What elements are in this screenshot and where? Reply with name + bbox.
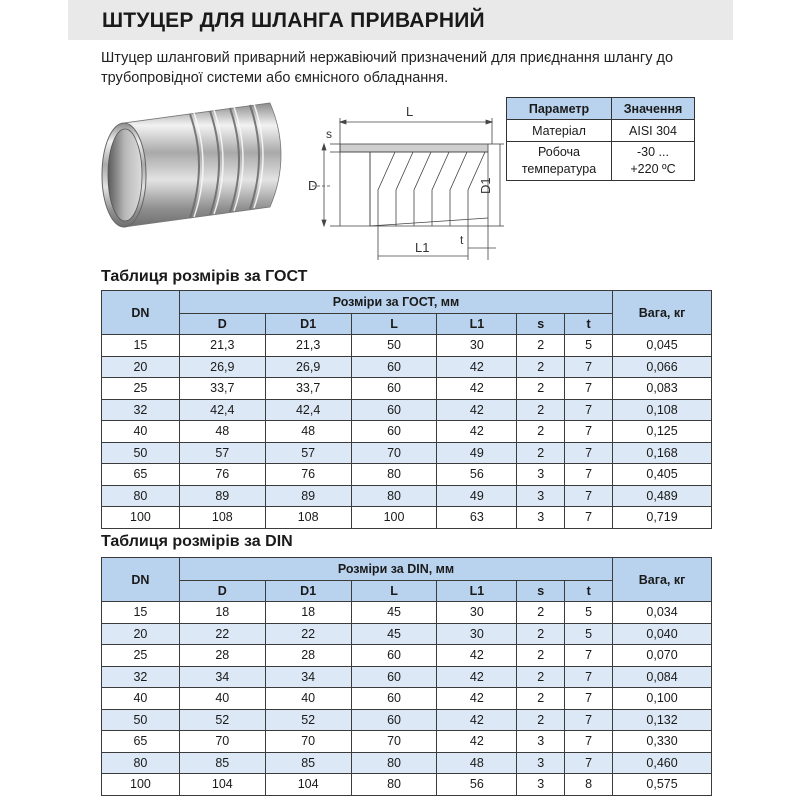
din-table-cell: 40 [102, 688, 180, 710]
din-table-cell: 7 [565, 666, 613, 688]
gost-table-cell: 108 [179, 507, 265, 529]
din-table-cell: 0,040 [613, 623, 712, 645]
din-header-col: s [517, 581, 565, 602]
gost-table-cell: 50 [102, 442, 180, 464]
gost-table-cell: 42 [437, 378, 517, 400]
gost-table-cell: 0,168 [613, 442, 712, 464]
din-table-cell: 7 [565, 752, 613, 774]
gost-table-cell: 42 [437, 356, 517, 378]
gost-table-cell: 3 [517, 507, 565, 529]
gost-table-cell: 3 [517, 485, 565, 507]
din-table-cell: 85 [265, 752, 351, 774]
gost-table-cell: 0,405 [613, 464, 712, 486]
gost-table-cell: 42,4 [179, 399, 265, 421]
gost-table-cell: 7 [565, 464, 613, 486]
gost-table-cell: 56 [437, 464, 517, 486]
gost-table-cell: 7 [565, 399, 613, 421]
gost-table-cell: 7 [565, 421, 613, 443]
din-table-cell: 56 [437, 774, 517, 796]
din-table-cell: 5 [565, 623, 613, 645]
gost-table-cell: 76 [265, 464, 351, 486]
din-table-cell: 42 [437, 688, 517, 710]
param-header: Параметр [507, 98, 612, 120]
gost-table-cell: 89 [179, 485, 265, 507]
din-table-cell: 30 [437, 602, 517, 624]
gost-table-cell: 26,9 [265, 356, 351, 378]
gost-table-cell: 21,3 [265, 335, 351, 357]
din-table-cell: 20 [102, 623, 180, 645]
gost-section-title: Таблиця розмірів за ГОСТ [101, 268, 308, 285]
gost-table-cell: 7 [565, 485, 613, 507]
din-table-row [102, 774, 712, 796]
gost-header-col: L [351, 314, 437, 335]
gost-table-cell: 49 [437, 485, 517, 507]
drawing-label-D1: D1 [478, 177, 493, 194]
gost-table-cell: 2 [517, 378, 565, 400]
din-table-cell: 5 [565, 602, 613, 624]
din-table-cell: 0,460 [613, 752, 712, 774]
din-section-title: Таблиця розмірів за DIN [101, 533, 293, 550]
din-table-cell: 18 [265, 602, 351, 624]
din-table-cell: 60 [351, 688, 437, 710]
gost-table-row [102, 464, 712, 486]
gost-table-cell: 2 [517, 421, 565, 443]
din-table-cell: 0,132 [613, 709, 712, 731]
din-table-cell: 52 [265, 709, 351, 731]
gost-table-cell: 48 [179, 421, 265, 443]
gost-table-cell: 63 [437, 507, 517, 529]
gost-table-cell: 7 [565, 507, 613, 529]
gost-table-cell: 60 [351, 356, 437, 378]
value-header: Значення [612, 98, 695, 120]
din-table-cell: 25 [102, 645, 180, 667]
din-header-col: L1 [437, 581, 517, 602]
gost-table-cell: 65 [102, 464, 180, 486]
din-header-col: D1 [265, 581, 351, 602]
din-header-col: D [179, 581, 265, 602]
din-table-cell: 7 [565, 709, 613, 731]
value-temperature [612, 142, 695, 181]
gost-table-cell: 48 [265, 421, 351, 443]
gost-table-cell: 15 [102, 335, 180, 357]
din-table-cell: 32 [102, 666, 180, 688]
gost-table-cell: 26,9 [179, 356, 265, 378]
gost-table-cell: 50 [351, 335, 437, 357]
gost-header-col: s [517, 314, 565, 335]
din-table-cell: 52 [179, 709, 265, 731]
gost-table-cell: 33,7 [265, 378, 351, 400]
din-table-cell: 7 [565, 688, 613, 710]
gost-table-cell: 60 [351, 421, 437, 443]
gost-table-cell: 7 [565, 442, 613, 464]
gost-table-cell: 60 [351, 399, 437, 421]
din-table-cell: 0,070 [613, 645, 712, 667]
param-temperature [507, 142, 612, 181]
din-table-cell: 42 [437, 709, 517, 731]
gost-table-cell: 42,4 [265, 399, 351, 421]
gost-table-cell: 0,108 [613, 399, 712, 421]
gost-table-cell: 2 [517, 399, 565, 421]
din-table-row [102, 731, 712, 753]
gost-table-cell: 57 [265, 442, 351, 464]
din-table-cell: 70 [351, 731, 437, 753]
din-header-weight: Вага, кг [613, 558, 712, 602]
value-temperature-line1: -30 ... [637, 145, 669, 159]
gost-size-table [101, 290, 712, 529]
gost-table-cell: 0,125 [613, 421, 712, 443]
param-temperature-line1: Робоча [537, 145, 581, 159]
din-table-cell: 0,330 [613, 731, 712, 753]
din-table-cell: 104 [179, 774, 265, 796]
gost-header-col: L1 [437, 314, 517, 335]
product-description: Штуцер шланговий приварний нержавіючий призначений для приєднання шлангу до трубопровідної системи або ємнісного обладнання. [101, 50, 674, 86]
din-table-cell: 34 [179, 666, 265, 688]
drawing-label-L: L [406, 104, 414, 119]
din-table-cell: 80 [351, 752, 437, 774]
title-bar [68, 0, 733, 40]
din-table-cell: 60 [351, 709, 437, 731]
gost-table-cell: 5 [565, 335, 613, 357]
gost-table-cell: 42 [437, 399, 517, 421]
din-table-cell: 42 [437, 731, 517, 753]
din-size-table [101, 557, 712, 796]
gost-table-cell: 100 [351, 507, 437, 529]
gost-table-cell: 108 [265, 507, 351, 529]
gost-table-cell: 3 [517, 464, 565, 486]
din-table-cell: 0,100 [613, 688, 712, 710]
param-material: Матеріал [507, 120, 612, 142]
din-table-cell: 40 [179, 688, 265, 710]
gost-table-row [102, 335, 712, 357]
din-table-cell: 40 [265, 688, 351, 710]
gost-table-cell: 42 [437, 421, 517, 443]
page-title: ШТУЦЕР ДЛЯ ШЛАНГА ПРИВАРНИЙ [102, 9, 485, 32]
din-table-row [102, 623, 712, 645]
gost-table-cell: 20 [102, 356, 180, 378]
gost-table-cell: 21,3 [179, 335, 265, 357]
gost-table-cell: 2 [517, 442, 565, 464]
gost-table-cell: 0,066 [613, 356, 712, 378]
gost-header-weight: Вага, кг [613, 291, 712, 335]
technical-drawing [300, 98, 505, 268]
din-table-cell: 42 [437, 645, 517, 667]
din-table-cell: 45 [351, 602, 437, 624]
din-header-dn: DN [102, 558, 180, 602]
gost-table-cell: 80 [351, 485, 437, 507]
drawing-label-s: s [326, 127, 332, 141]
drawing-label-t: t [460, 233, 464, 247]
din-table-cell: 80 [102, 752, 180, 774]
din-table-cell: 85 [179, 752, 265, 774]
din-table-cell: 3 [517, 731, 565, 753]
din-table-row [102, 688, 712, 710]
din-table-cell: 80 [351, 774, 437, 796]
gost-table-cell: 0,045 [613, 335, 712, 357]
din-table-cell: 7 [565, 645, 613, 667]
din-table-cell: 22 [265, 623, 351, 645]
din-table-row [102, 752, 712, 774]
din-header-col: t [565, 581, 613, 602]
din-table-cell: 2 [517, 666, 565, 688]
din-table-cell: 2 [517, 709, 565, 731]
din-table-cell: 28 [265, 645, 351, 667]
din-header-col: L [351, 581, 437, 602]
gost-table-cell: 25 [102, 378, 180, 400]
gost-table-cell: 89 [265, 485, 351, 507]
din-table-cell: 70 [265, 731, 351, 753]
gost-header-dn: DN [102, 291, 180, 335]
din-table-cell: 2 [517, 623, 565, 645]
din-table-cell: 2 [517, 688, 565, 710]
din-table-cell: 0,034 [613, 602, 712, 624]
din-table-cell: 50 [102, 709, 180, 731]
din-table-cell: 104 [265, 774, 351, 796]
parameters-table [506, 97, 695, 181]
gost-header-col: D1 [265, 314, 351, 335]
gost-table-row [102, 399, 712, 421]
gost-table-cell: 76 [179, 464, 265, 486]
value-material: AISI 304 [612, 120, 695, 142]
gost-table-row [102, 485, 712, 507]
din-table-row [102, 602, 712, 624]
param-temperature-line2: температура [521, 162, 597, 176]
value-temperature-line2: +220 ºС [630, 162, 676, 176]
din-table-cell: 22 [179, 623, 265, 645]
gost-table-cell: 0,489 [613, 485, 712, 507]
din-table-cell: 3 [517, 752, 565, 774]
drawing-label-L1: L1 [415, 240, 430, 255]
din-table-cell: 7 [565, 731, 613, 753]
gost-table-row [102, 378, 712, 400]
din-table-cell: 45 [351, 623, 437, 645]
din-table-cell: 8 [565, 774, 613, 796]
din-table-cell: 15 [102, 602, 180, 624]
din-table-cell: 2 [517, 645, 565, 667]
gost-table-row [102, 507, 712, 529]
gost-table-row [102, 356, 712, 378]
din-table-cell: 48 [437, 752, 517, 774]
gost-table-row [102, 442, 712, 464]
din-table-cell: 65 [102, 731, 180, 753]
gost-table-row [102, 421, 712, 443]
din-table-row [102, 709, 712, 731]
din-table-cell: 70 [179, 731, 265, 753]
din-header-group: Розміри за DIN, мм [179, 558, 612, 581]
gost-table-cell: 57 [179, 442, 265, 464]
din-table-cell: 34 [265, 666, 351, 688]
din-table-row [102, 645, 712, 667]
drawing-label-D: D [308, 178, 318, 193]
gost-table-cell: 7 [565, 356, 613, 378]
gost-table-cell: 80 [351, 464, 437, 486]
gost-header-col: D [179, 314, 265, 335]
gost-table-cell: 2 [517, 356, 565, 378]
gost-table-cell: 60 [351, 378, 437, 400]
din-table-cell: 100 [102, 774, 180, 796]
gost-table-cell: 2 [517, 335, 565, 357]
din-table-row [102, 666, 712, 688]
din-table-cell: 42 [437, 666, 517, 688]
gost-table-cell: 80 [102, 485, 180, 507]
gost-table-cell: 0,719 [613, 507, 712, 529]
gost-table-cell: 49 [437, 442, 517, 464]
din-table-cell: 60 [351, 645, 437, 667]
din-table-cell: 0,084 [613, 666, 712, 688]
gost-header-col: t [565, 314, 613, 335]
gost-table-cell: 70 [351, 442, 437, 464]
gost-table-cell: 0,083 [613, 378, 712, 400]
gost-table-cell: 30 [437, 335, 517, 357]
din-table-cell: 30 [437, 623, 517, 645]
product-photo [92, 95, 297, 235]
din-table-cell: 60 [351, 666, 437, 688]
din-table-cell: 28 [179, 645, 265, 667]
din-table-cell: 0,575 [613, 774, 712, 796]
gost-table-cell: 32 [102, 399, 180, 421]
din-table-cell: 18 [179, 602, 265, 624]
gost-table-cell: 40 [102, 421, 180, 443]
gost-table-cell: 33,7 [179, 378, 265, 400]
gost-header-group: Розміри за ГОСТ, мм [179, 291, 612, 314]
gost-table-cell: 100 [102, 507, 180, 529]
din-table-cell: 3 [517, 774, 565, 796]
gost-table-cell: 7 [565, 378, 613, 400]
din-table-cell: 2 [517, 602, 565, 624]
